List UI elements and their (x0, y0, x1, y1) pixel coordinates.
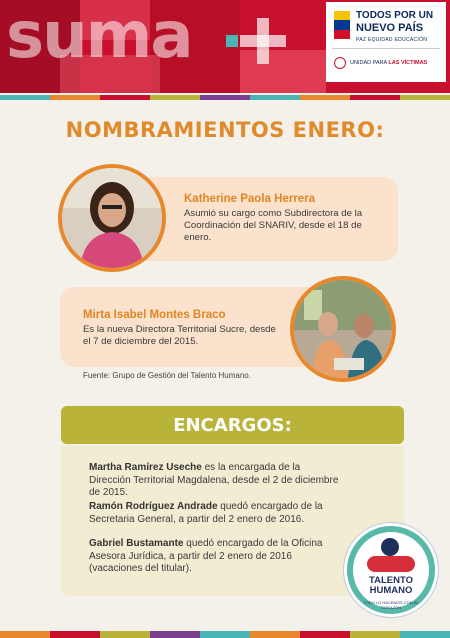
encargo-item: Ramón Rodríguez Andrade quedó encargado de la Secretaria General, a partir del 2 enero de 2016. (89, 501, 323, 525)
color-stripe-bottom (0, 631, 450, 638)
heart-icon (367, 556, 415, 572)
logo-divider (332, 48, 440, 49)
header-banner (0, 0, 450, 93)
logo-line1: TODOS POR UN (356, 10, 434, 21)
appointee-name: Katherine Paola Herrera (184, 193, 316, 205)
encargo-item: Martha Ramírez Useche es la encargada de la Dirección Territorial Magdalena, desde el 2 de diciembre de 2015. (89, 462, 339, 498)
encargos-header (61, 406, 404, 444)
appointee-photo (58, 164, 166, 272)
color-stripe-top (0, 95, 450, 100)
talento-humano-badge (344, 523, 438, 617)
government-logo (326, 2, 446, 82)
badge-line1: TALENTO (369, 575, 413, 586)
colombia-flag-icon (334, 11, 350, 39)
nombramientos-title: NOMBRAMIENTOS ENERO: (65, 118, 385, 142)
logo-line2: NUEVO PAÍS (356, 22, 424, 34)
suma-wordmark: suma (6, 0, 192, 73)
plus-icon (240, 18, 286, 64)
logo-tagline: PAZ EQUIDAD EDUCACIÓN (356, 37, 428, 43)
appointee-description: Es la nueva Directora Territorial Sucre, desde el 7 de diciembre del 2015. (83, 324, 276, 347)
source-note: Fuente: Grupo de Gestión del Talento Humano. (83, 371, 251, 380)
encargo-item: Gabriel Bustamante quedó encargado de la Oficina Asesora Jurídica, a partir del 2 enero de 2016 (vacaciones del titular). (89, 538, 323, 574)
person-icon (381, 538, 399, 556)
unit-label: UNIDAD PARA LAS VÍCTIMAS (350, 60, 428, 66)
appointee-description: Asumió su cargo como Subdirectora de la Coordinación del SNARIV, desde el 18 de enero. (184, 208, 363, 243)
badge-line2: HUMANO (369, 585, 413, 596)
badge-inner (353, 532, 429, 608)
badge-ring-text: TODO LO HACEMOS CON EL CORAZÓN (363, 600, 419, 610)
appointee-photo (290, 276, 396, 382)
encargos-title: ENCARGOS: (173, 415, 292, 436)
appointee-name: Mirta Isabel Montes Braco (83, 309, 226, 321)
seal-icon (334, 57, 346, 69)
